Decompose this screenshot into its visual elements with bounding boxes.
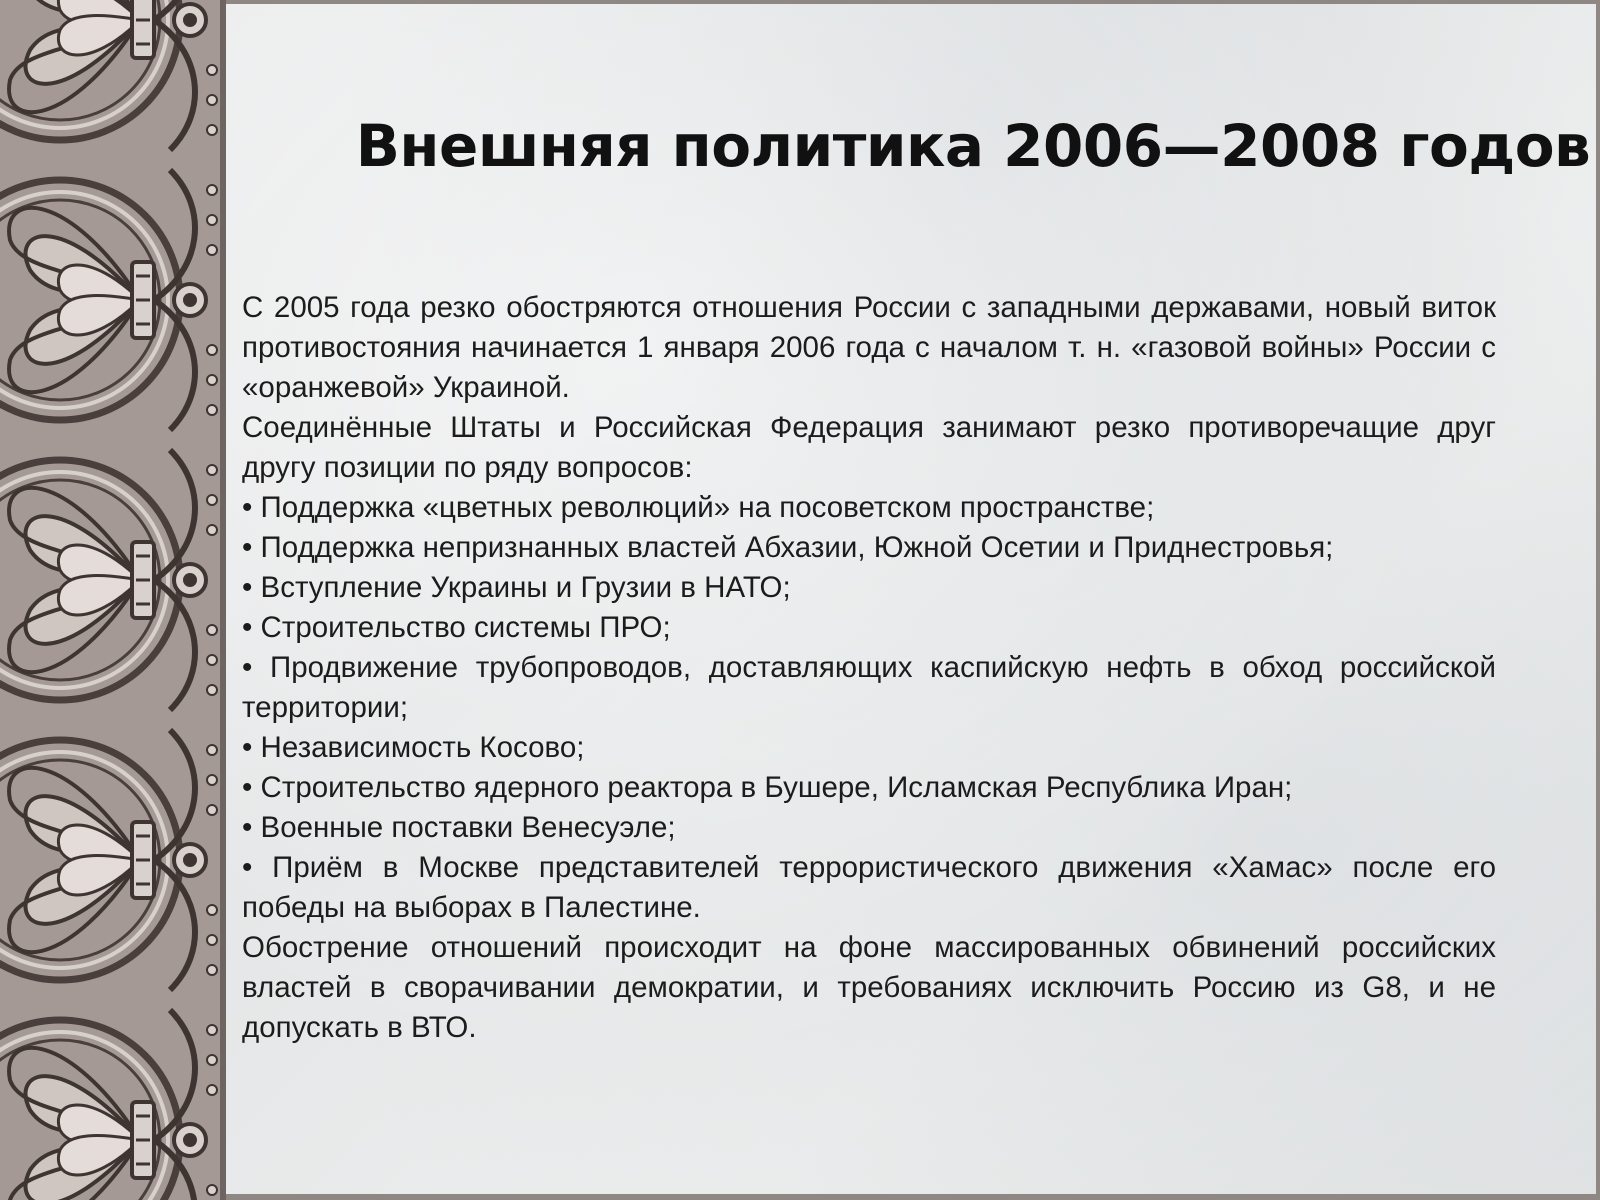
slide-title: Внешняя политика 2006—2008 годов: [355, 112, 1591, 180]
bullet-item: • Приём в Москве представителей террористического движения «Хамас» после его победы на выборах в Палестине.: [242, 851, 1496, 924]
positions-intro: Соединённые Штаты и Российская Федерация занимают резко противоречащие друг другу позиции по ряду вопросов:: [242, 411, 1496, 484]
bullet-item: • Независимость Косово;: [242, 731, 585, 764]
slide-body: [242, 288, 1496, 1048]
bullet-item: • Продвижение трубопроводов, доставляющих каспийскую нефть в обход российской территории;: [242, 651, 1496, 724]
ornamental-border: [0, 0, 226, 1200]
bullet-item: • Строительство системы ПРО;: [242, 611, 671, 644]
bullet-item: • Строительство ядерного реактора в Бушере, Исламская Республика Иран;: [242, 771, 1293, 804]
conclusion-paragraph: Обострение отношений происходит на фоне массированных обвинений российских властей в сворачивании демократии, и требованиях исключить Россию из G8, и не допускать в ВТО.: [242, 931, 1496, 1044]
bullet-item: • Поддержка «цветных революций» на посоветском пространстве;: [242, 491, 1155, 524]
bullet-item: • Поддержка непризнанных властей Абхазии, Южной Осетии и Приднестровья;: [242, 531, 1334, 564]
intro-paragraph: С 2005 года резко обостряются отношения России с западными державами, новый виток противостояния начинается 1 января 2006 года с началом т. н. «газовой войны» России с «оранжевой» Украиной.: [242, 291, 1496, 404]
bullet-item: • Вступление Украины и Грузии в НАТО;: [242, 571, 791, 604]
bullet-item: • Военные поставки Венесуэле;: [242, 811, 676, 844]
